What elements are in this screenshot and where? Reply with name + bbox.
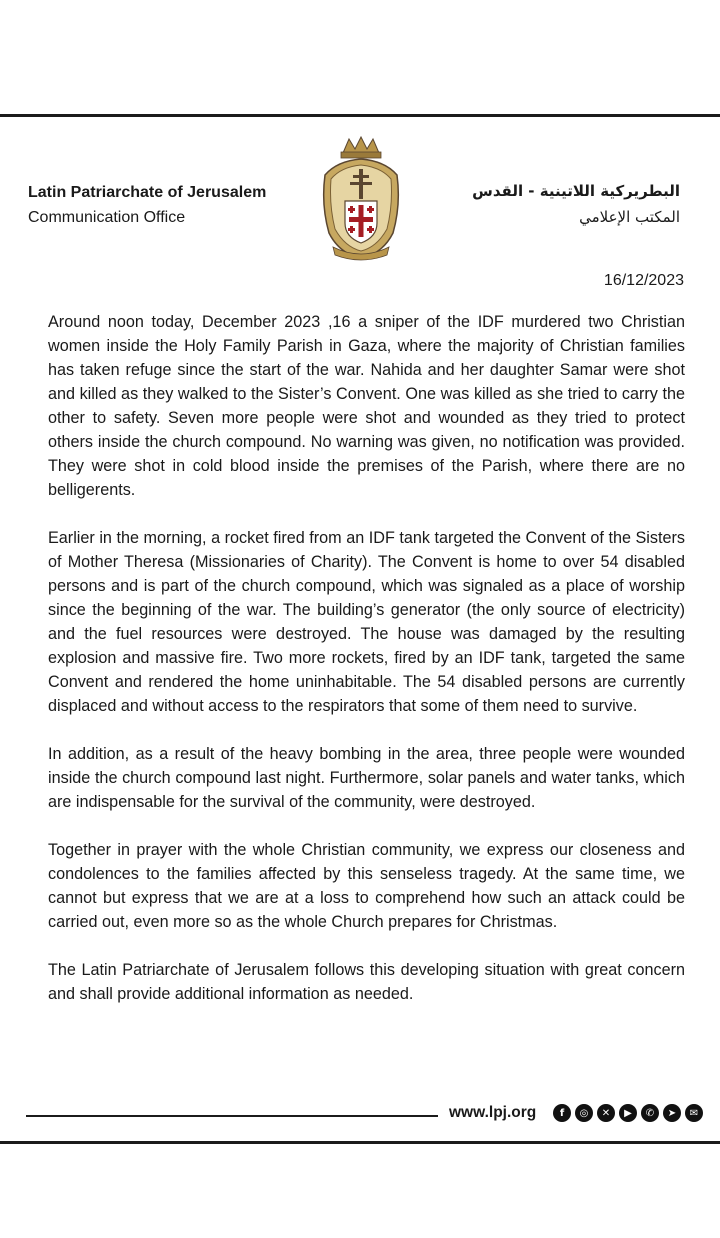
whatsapp-icon[interactable]: ✆ xyxy=(641,1104,659,1122)
email-icon[interactable]: ✉ xyxy=(685,1104,703,1122)
x-icon[interactable]: ✕ xyxy=(597,1104,615,1122)
org-name-ar: البطريركية اللاتينية - القدس xyxy=(472,182,680,200)
paragraph-3: In addition, as a result of the heavy bombing in the area, three people were wounded inside the church compound last night. Furthermore, solar panels and water tanks, which are indispensable for the survival of the community, were destroyed. xyxy=(48,745,685,811)
header-left xyxy=(28,180,266,230)
paragraph-5: The Latin Patriarchate of Jerusalem follows this developing situation with great concern and shall provide additional information as needed. xyxy=(48,961,685,1003)
footer-divider xyxy=(26,1115,438,1117)
patriarchate-seal-icon xyxy=(319,135,403,265)
telegram-icon[interactable]: ➤ xyxy=(663,1104,681,1122)
org-name-en: Latin Patriarchate of Jerusalem xyxy=(28,184,267,201)
footer xyxy=(26,1100,710,1128)
paragraph-4: Together in prayer with the whole Christian community, we express our closeness and condolences to the families affected by this senseless tragedy. At the same time, we cannot but express that we are at a loss to comprehend how such an attack could be carried out, even more so as the whole Church prepares for Christmas. xyxy=(48,841,685,931)
document-date: 16/12/2023 xyxy=(603,272,684,289)
paragraph-1: Around noon today, December 2023 ,16 a sniper of the IDF murdered two Christian women inside the Holy Family Parish in Gaza, where the majority of Christian families has taken refuge since the start of the war. Nahida and her daughter Samar were shot and killed as they walked to the Sister’s Convent. One was killed as she tried to carry the other to safety. Seven more people were shot and wounded as they tried to protect others inside the church compound. No warning was given, no notification was provided. They were shot in cold blood inside the premises of the Parish, where there are no belligerents. xyxy=(48,313,685,499)
office-name-ar: المكتب الإعلامي xyxy=(579,208,680,226)
paragraph-2: Earlier in the morning, a rocket fired from an IDF tank targeted the Convent of the Sisters of Mother Theresa (Missionaries of Charity). The Convent is home to over 54 disabled persons and is part of the church compound, which was signaled as a place of worship since the beginning of the war. The building’s generator (the only source of electricity) and the fuel resources were destroyed. The house was damaged by the resulting explosion and massive fire. Two more rockets, fired by an IDF tank, targeted the same Convent and rendered the home uninhabitable. The 54 disabled persons are currently displaced and without access to the respirators that some of them need to survive. xyxy=(48,529,685,715)
youtube-icon[interactable]: ▶ xyxy=(619,1104,637,1122)
header-right xyxy=(472,178,680,230)
website-link[interactable]: www.lpj.org xyxy=(449,1104,537,1121)
top-divider xyxy=(0,114,720,117)
office-name-en: Communication Office xyxy=(28,209,186,226)
statement-body xyxy=(48,310,685,1030)
social-icons xyxy=(553,1104,703,1122)
instagram-icon[interactable]: ◎ xyxy=(575,1104,593,1122)
bottom-divider xyxy=(0,1141,720,1144)
facebook-icon[interactable]: f xyxy=(553,1104,571,1122)
